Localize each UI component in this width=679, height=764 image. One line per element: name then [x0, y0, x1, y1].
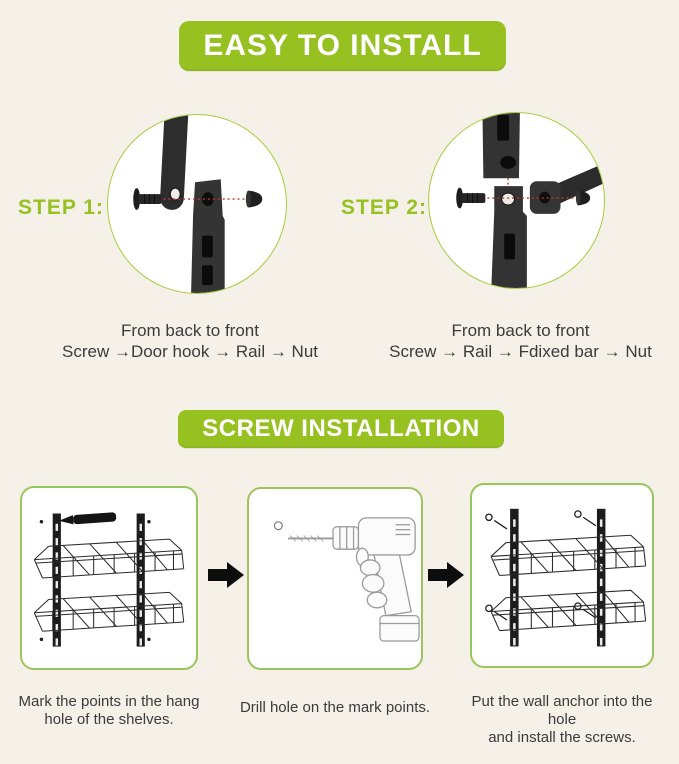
- caption-line: and install the screws.: [488, 729, 636, 746]
- step2-diagram: [428, 112, 605, 289]
- hole-mark-icon: [274, 522, 282, 530]
- step2-note: [383, 320, 658, 362]
- nut-icon: [246, 191, 262, 208]
- step1-label: STEP 1:: [18, 196, 104, 219]
- nut-icon: [576, 191, 590, 206]
- easy-to-install-banner: EASY TO INSTALL: [179, 21, 506, 71]
- shelves-marking-illustration: [22, 488, 196, 668]
- step1-diagram: [107, 114, 287, 294]
- rail-icon: [191, 179, 225, 293]
- arrow-right-icon: [208, 562, 244, 588]
- caption-drill-hole: [233, 699, 437, 717]
- step1-note-line1: From back to front: [121, 321, 259, 340]
- step2-label: STEP 2:: [341, 196, 427, 219]
- caption-line: Drill hole on the mark points.: [239, 699, 431, 716]
- install-screws-panel: [470, 483, 654, 668]
- upper-rail-icon: [482, 113, 520, 178]
- mark-points-panel: [20, 486, 198, 670]
- screw-icon: [133, 188, 161, 210]
- caption-mark-points: [14, 693, 204, 729]
- fixed-bar-icon: [530, 163, 604, 213]
- step2-note-line1: From back to front: [451, 321, 590, 340]
- screw-installation-banner: SCREW INSTALLATION: [178, 410, 504, 448]
- step1-note: [60, 320, 320, 362]
- caption-line: Mark the points in the hang: [18, 693, 200, 710]
- drill-panel: [247, 487, 423, 670]
- door-hook-icon: [160, 115, 189, 210]
- caption-line: Put the wall anchor into the hole: [471, 693, 653, 728]
- wall-screws-icon: [486, 511, 596, 620]
- caption-wall-anchor: [457, 693, 667, 747]
- screw-icon: [456, 188, 485, 209]
- arrow-right-icon: [428, 562, 464, 588]
- step1-note-line2: Screw →Door hook → Rail → Nut: [61, 342, 319, 361]
- shelves-screws-illustration: [472, 485, 652, 666]
- drill-illustration: [249, 489, 421, 668]
- pencil-icon: [59, 512, 117, 525]
- step2-note-line2: Screw → Rail → Fdixed bar → Nut: [389, 342, 652, 361]
- caption-line: hole of the shelves.: [44, 711, 174, 728]
- lower-rail-icon: [491, 186, 527, 288]
